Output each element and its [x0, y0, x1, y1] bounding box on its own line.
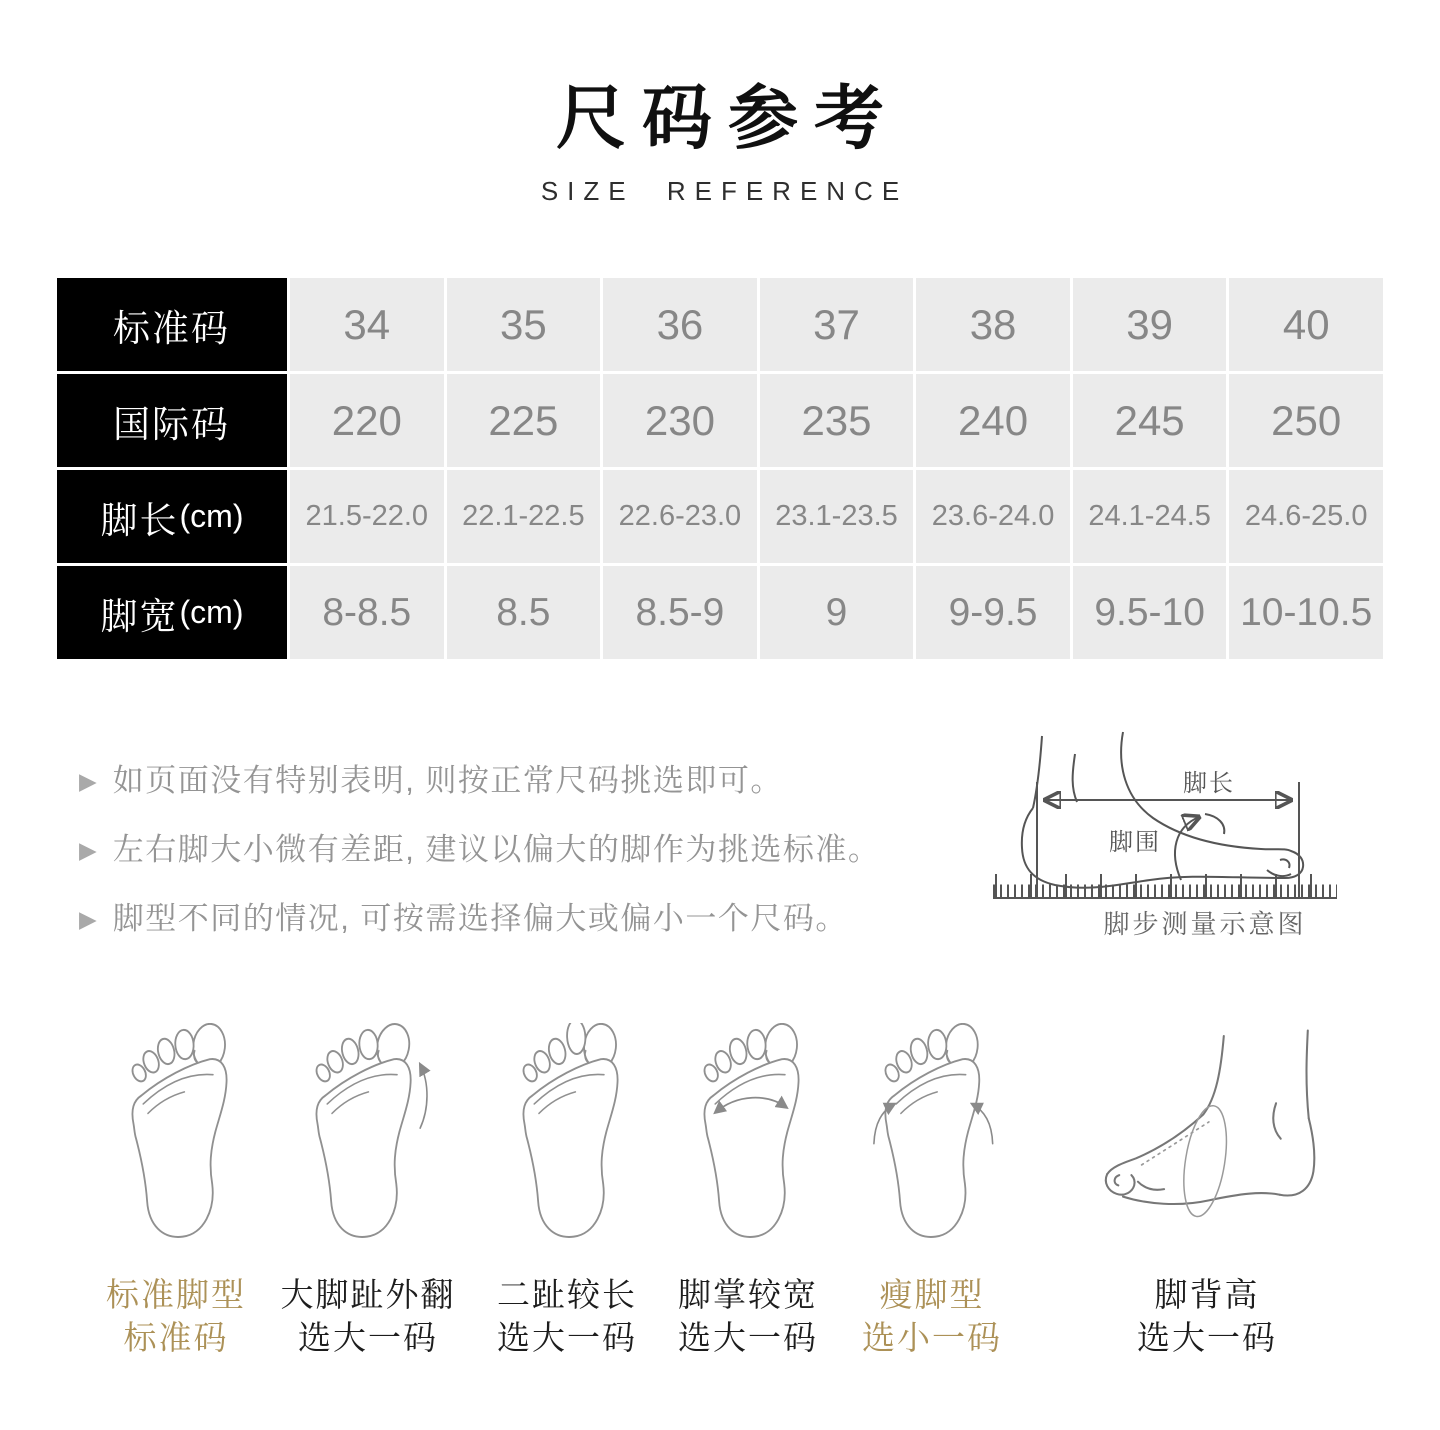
size-cell: 10-10.5: [1229, 566, 1383, 659]
note-text: 左右脚大小微有差距, 建议以偏大的脚作为挑选标准。: [112, 832, 881, 867]
foot-measurement-diagram: [985, 720, 1385, 939]
size-cell: 9-9.5: [916, 566, 1070, 659]
triangle-bullet-icon: ▶: [79, 837, 97, 863]
size-cell: 8.5: [447, 566, 601, 659]
row-header-foot-width: 脚宽 (cm): [57, 566, 287, 659]
foot-sole-wide-illustration: [685, 1023, 812, 1247]
foot-type-label: 标准脚型 标准码: [106, 1276, 246, 1356]
size-cell: 220: [290, 374, 444, 467]
size-cell: 9: [760, 566, 914, 659]
size-cell: 8-8.5: [290, 566, 444, 659]
foot-type-wide: [648, 1023, 848, 1359]
foot-type-label: 大脚趾外翻 选大一码: [280, 1276, 456, 1356]
foot-type-standard: [81, 1023, 271, 1359]
note-item: [79, 760, 959, 801]
row-header-foot-length: 脚长 (cm): [57, 470, 287, 563]
notes-list: [79, 760, 959, 967]
foot-length-label: 脚长: [1183, 770, 1235, 797]
triangle-bullet-icon: ▶: [79, 906, 97, 932]
foot-type-high-instep: [1057, 1023, 1357, 1359]
note-item: [79, 898, 959, 939]
page-subtitle: SIZE REFERENCE: [540, 176, 909, 206]
foot-measure-illustration: [985, 720, 1385, 935]
note-text: 如页面没有特别表明, 则按正常尺码挑选即可。: [112, 763, 783, 798]
foot-sole-bunion-illustration: [297, 1023, 440, 1247]
foot-type-label: 脚掌较宽 选大一码: [678, 1276, 818, 1356]
foot-girth-label: 脚围: [1109, 829, 1161, 856]
size-cell: 40: [1229, 278, 1383, 371]
row-header-standard-size: 标准码: [57, 278, 287, 371]
size-cell: 8.5-9: [603, 566, 757, 659]
size-cell: 35: [447, 278, 601, 371]
size-cell: 24.1-24.5: [1073, 470, 1227, 563]
row-header-intl-size: 国际码: [57, 374, 287, 467]
size-cell: 37: [760, 278, 914, 371]
size-cell: 240: [916, 374, 1070, 467]
foot-type-label: 脚背高 选大一码: [1137, 1276, 1277, 1356]
size-cell: 23.1-23.5: [760, 470, 914, 563]
size-cell: 230: [603, 374, 757, 467]
note-text: 脚型不同的情况, 可按需选择偏大或偏小一个尺码。: [112, 901, 848, 936]
size-cell: 23.6-24.0: [916, 470, 1070, 563]
size-table: [57, 278, 1383, 659]
size-cell: 22.1-22.5: [447, 470, 601, 563]
size-cell: 36: [603, 278, 757, 371]
foot-type-thin: [832, 1023, 1032, 1359]
size-cell: 235: [760, 374, 914, 467]
foot-sole-standard-illustration: [113, 1023, 240, 1247]
size-cell: 34: [290, 278, 444, 371]
size-cell: 245: [1073, 374, 1227, 467]
foot-sole-thin-illustration: [866, 1023, 999, 1247]
size-cell: 24.6-25.0: [1229, 470, 1383, 563]
measure-diagram-caption: 脚步测量示意图: [1103, 909, 1307, 939]
foot-type-long-second-toe: [472, 1023, 662, 1359]
page-title: 尺码参考: [556, 79, 900, 157]
foot-side-high-instep-illustration: [1067, 1023, 1347, 1247]
size-cell: 22.6-23.0: [603, 470, 757, 563]
foot-sole-long-second-toe-illustration: [504, 1023, 631, 1247]
foot-type-label: 瘦脚型 选小一码: [862, 1276, 1002, 1356]
foot-type-bunion: [268, 1023, 468, 1359]
size-cell: 9.5-10: [1073, 566, 1227, 659]
size-cell: 250: [1229, 374, 1383, 467]
size-cell: 21.5-22.0: [290, 470, 444, 563]
foot-type-label: 二趾较长 选大一码: [497, 1276, 637, 1356]
size-cell: 225: [447, 374, 601, 467]
size-cell: 39: [1073, 278, 1227, 371]
note-item: [79, 829, 959, 870]
size-cell: 38: [916, 278, 1070, 371]
triangle-bullet-icon: ▶: [79, 768, 97, 794]
